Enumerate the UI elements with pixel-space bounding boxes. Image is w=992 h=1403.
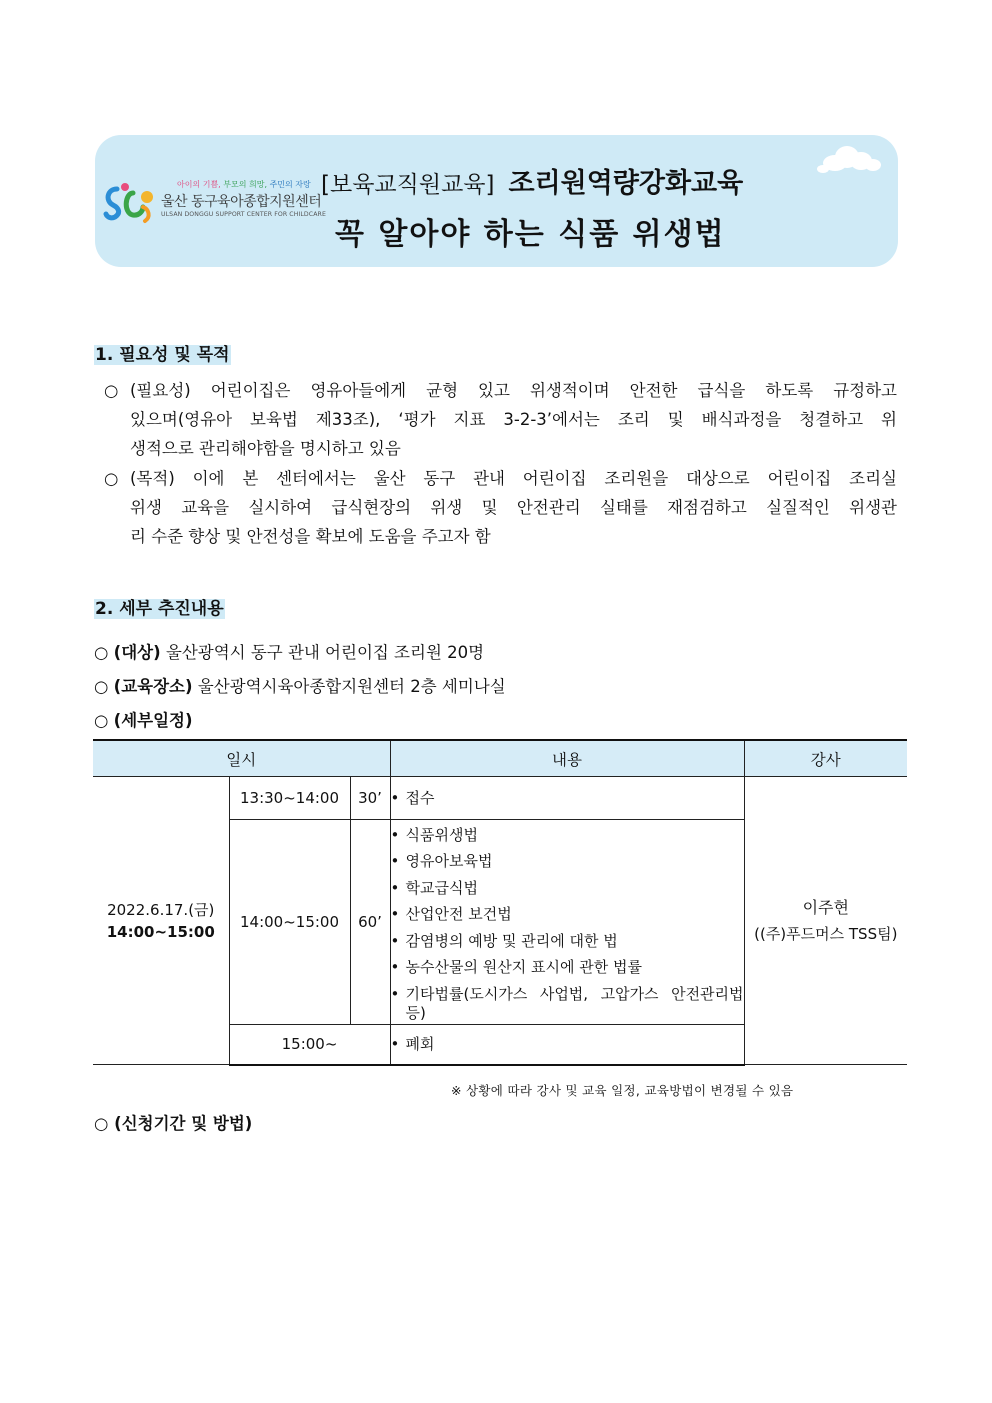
title-banner	[95, 135, 898, 267]
session-items	[390, 820, 744, 1025]
header-datetime: 일시	[93, 740, 390, 777]
list-item: • 폐회	[390, 1035, 435, 1053]
banner-title-line2: 꼭 알아야 하는 식품 위생법	[335, 217, 726, 252]
list-item: • 영유아보육법	[390, 852, 493, 870]
session-items	[390, 777, 744, 820]
lecturer-name: 이주현	[802, 897, 849, 917]
application-line	[94, 1110, 252, 1134]
list-item: • 농수산물의 원산지 표시에 관한 법률	[390, 958, 642, 976]
list-item: • 감염병의 예방 및 관리에 대한 법	[390, 931, 618, 950]
purpose-paragraph-objective: ○ (목적) 이에 본 센터에서는 울산 동구 관내 어린이집 조리원을 대상으로 어린이집 조리실 위생 교육을 실시하여 급식현장의 위생 및 안전관리 실태를 재점검하고 실질적인 위생관 리 수준 향상 및 안전성을 확보에 도움을 주고자 함	[104, 464, 897, 551]
schedule-change-note: ※ 상황에 따라 강사 및 교육 일정, 교육방법이 변경될 수 있음	[451, 1083, 794, 1098]
table-row	[93, 777, 907, 820]
banner-subtitle: [보육교직원교육]	[321, 172, 495, 198]
clouds-icon	[817, 141, 883, 173]
target-label: (대상)	[113, 643, 161, 662]
circle-bullet-icon: ○	[94, 711, 109, 730]
date-text: 2022.6.17.(금)	[107, 900, 215, 919]
circle-bullet-icon: ○	[94, 677, 109, 696]
lecturer-cell	[744, 777, 907, 1065]
list-item: • 식품위생법	[390, 825, 478, 844]
place-value: 울산광역시육아종합지원센터 2층 세미나실	[197, 677, 506, 696]
application-label: (신청기간 및 방법)	[114, 1114, 253, 1133]
center-logo	[103, 175, 326, 231]
session-time: 15:00~	[229, 1025, 390, 1065]
date-cell	[93, 777, 229, 1065]
schedule-table	[93, 739, 907, 1066]
list-item: • 기타법률(도시가스 사업법, 고압가스 안전관리법 등)	[390, 984, 744, 1022]
schedule-line	[94, 707, 193, 731]
circle-bullet-icon: ○	[104, 469, 119, 488]
target-value: 울산광역시 동구 관내 어린이집 조리원 20명	[165, 643, 485, 662]
banner-title-line1	[321, 161, 743, 200]
list-item: • 학교급식법	[390, 878, 478, 897]
banner-main-title: 조리원역량강화교육	[508, 168, 744, 199]
time-text: 14:00~15:00	[106, 922, 215, 941]
center-logo-mark-icon	[103, 179, 155, 225]
target-line	[94, 639, 484, 663]
logo-slogan: 아이의 기쁨, 부모의 희망, 주민의 자랑	[177, 180, 311, 189]
circle-bullet-icon: ○	[94, 1114, 109, 1133]
session-duration: 60’	[350, 820, 390, 1025]
session-duration: 30’	[350, 777, 390, 820]
list-item: • 산업안전 보건법	[390, 905, 512, 923]
section-1-heading: 1. 필요성 및 목적	[95, 345, 230, 365]
session-items	[390, 1025, 744, 1065]
table-header-row	[93, 740, 907, 777]
header-lecturer: 강사	[744, 740, 907, 777]
session-time: 13:30~14:00	[229, 777, 350, 820]
section-2-heading: 2. 세부 추진내용	[95, 599, 224, 619]
place-line	[94, 673, 506, 697]
circle-bullet-icon: ○	[104, 381, 119, 400]
logo-org-name: 울산 동구육아종합지원센터	[161, 194, 322, 210]
header-content: 내용	[390, 740, 744, 777]
list-item: • 접수	[390, 788, 435, 807]
place-label: (교육장소)	[113, 677, 193, 696]
session-time: 14:00~15:00	[229, 820, 350, 1025]
circle-bullet-icon: ○	[94, 643, 109, 662]
purpose-paragraph-necessity: ○ (필요성) 어린이집은 영유아들에게 균형 있고 위생적이며 안전한 급식을 하도록 규정하고 있으며(영유아 보육법 제33조), ‘평가 지표 3-2-3’에서는 조리 및 배식과정을 청결하고 위 생적으로 관리해야함을 명시하고 있음	[104, 376, 897, 463]
logo-english-name: ULSAN DONGGU SUPPORT CENTER FOR CHILDCARE	[161, 211, 326, 218]
lecturer-org: ((주)푸드머스 TSS팀)	[754, 924, 898, 943]
schedule-label: (세부일정)	[113, 711, 193, 730]
